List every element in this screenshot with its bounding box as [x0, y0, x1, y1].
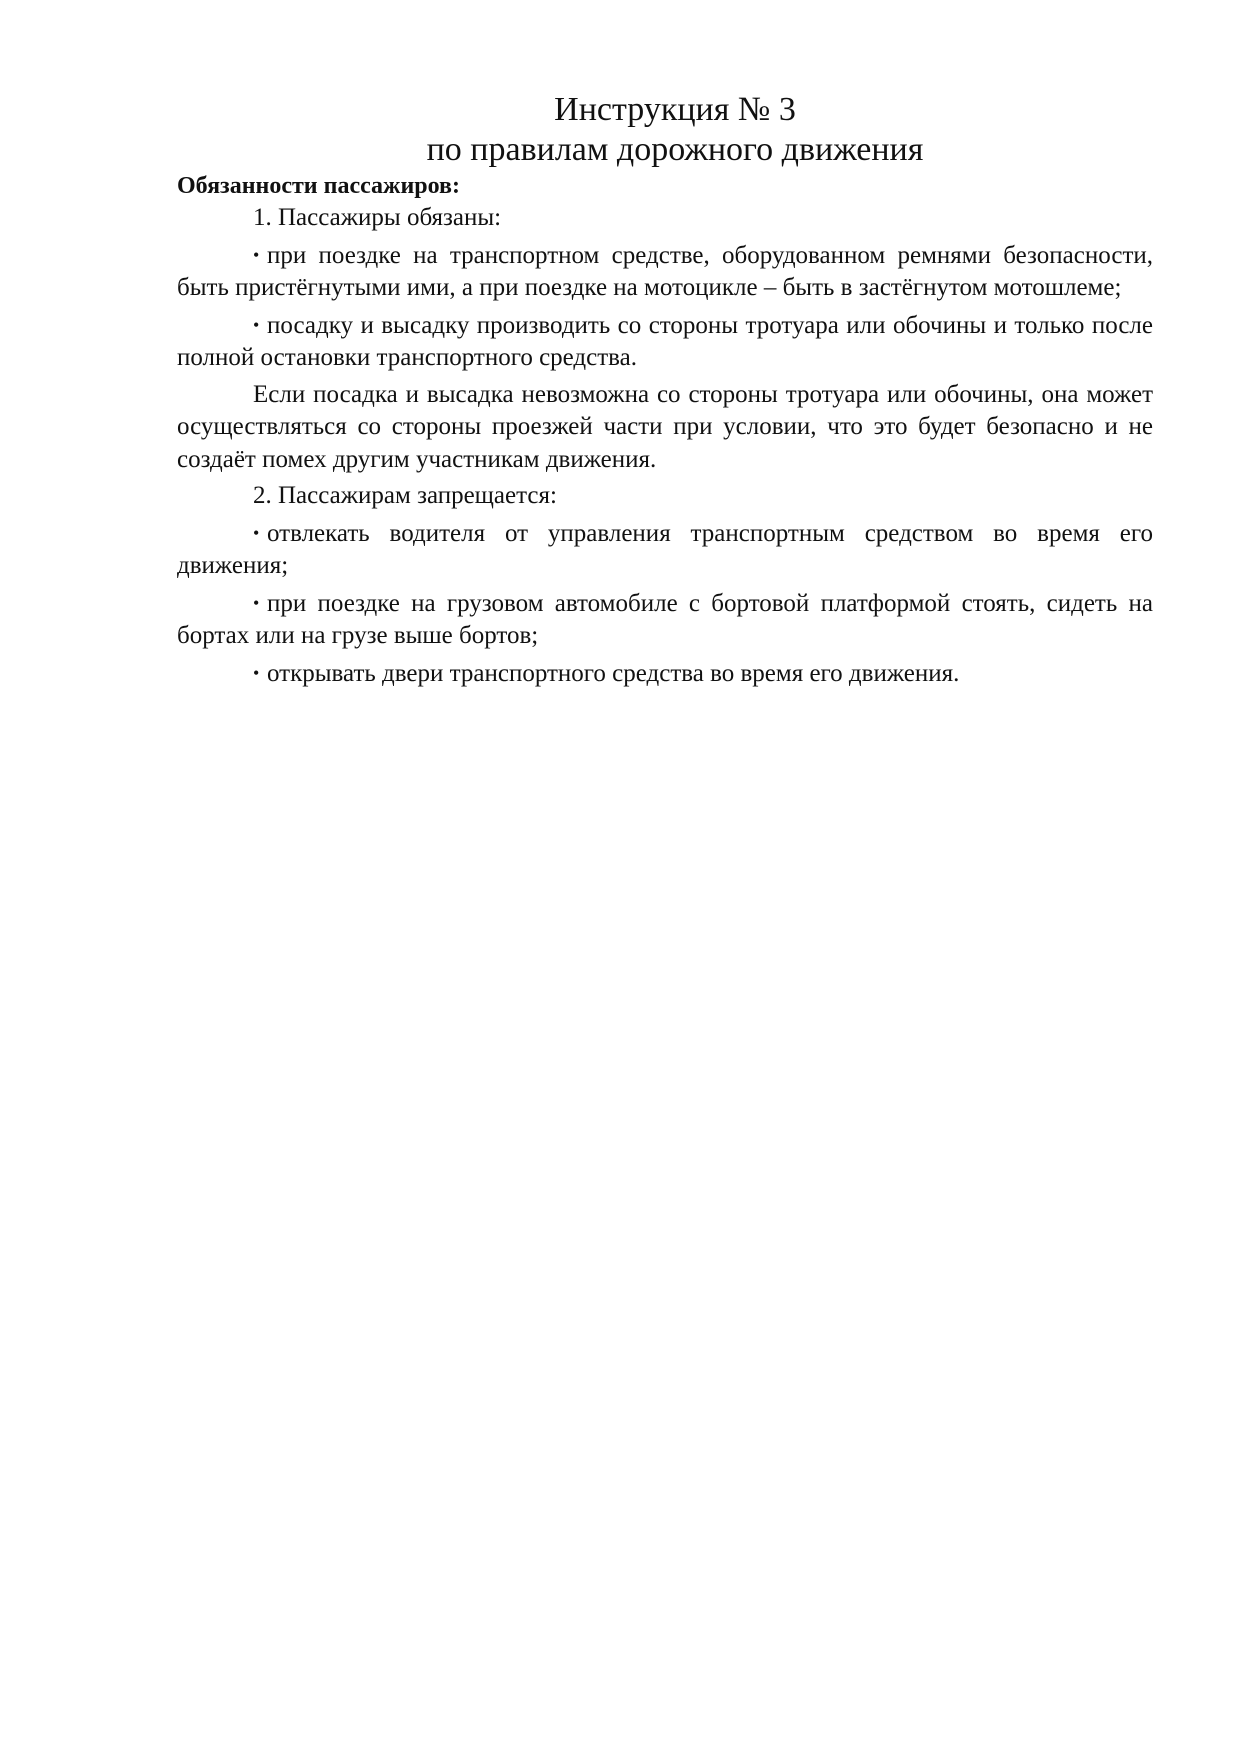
- boarding-note: Если посадка и высадка невозможна со стороны тротуара или обочины, она может осуществляться со стороны проезжей части при условии, что это будет безопасно и не создаёт помех другим участникам движения.: [177, 380, 1153, 473]
- document-subtitle: по правилам дорожного движения: [426, 131, 924, 168]
- duty-item-text: посадку и высадку производить со стороны тротуара или обочины и только после полной остановки транспортного средства.: [177, 311, 1153, 371]
- duty-item-1: [177, 239, 1153, 305]
- prohibition-item-text: отвлекать водителя от управления транспортным средством во время его движения;: [177, 519, 1153, 579]
- point-2-heading: 2. Пассажирам запрещается:: [253, 482, 557, 509]
- section-heading: Обязанности пассажиров:: [177, 173, 460, 199]
- point-1-heading: 1. Пассажиры обязаны:: [253, 204, 502, 231]
- document-title: Инструкция № 3: [554, 91, 796, 128]
- duty-item-text: при поездке на транспортном средстве, оборудованном ремнями безопасности, быть пристёгнутыми ими, а при поездке на мотоцикле – быть в застёгнутом мотошлеме;: [177, 241, 1153, 301]
- prohibition-item-3: [177, 657, 1153, 691]
- bullet-icon: •: [253, 592, 260, 613]
- bullet-icon: •: [253, 244, 260, 265]
- prohibition-item-text: открывать двери транспортного средства во время его движения.: [267, 659, 960, 687]
- prohibition-item-1: [177, 517, 1153, 583]
- prohibition-item-2: [177, 587, 1153, 653]
- duty-item-2: [177, 309, 1153, 375]
- document-body: [177, 90, 1153, 690]
- bullet-icon: •: [253, 662, 260, 683]
- bullet-icon: •: [253, 314, 260, 335]
- bullet-icon: •: [253, 522, 260, 543]
- prohibition-item-text: при поездке на грузовом автомобиле с бортовой платформой стоять, сидеть на бортах или на грузе выше бортов;: [177, 589, 1153, 649]
